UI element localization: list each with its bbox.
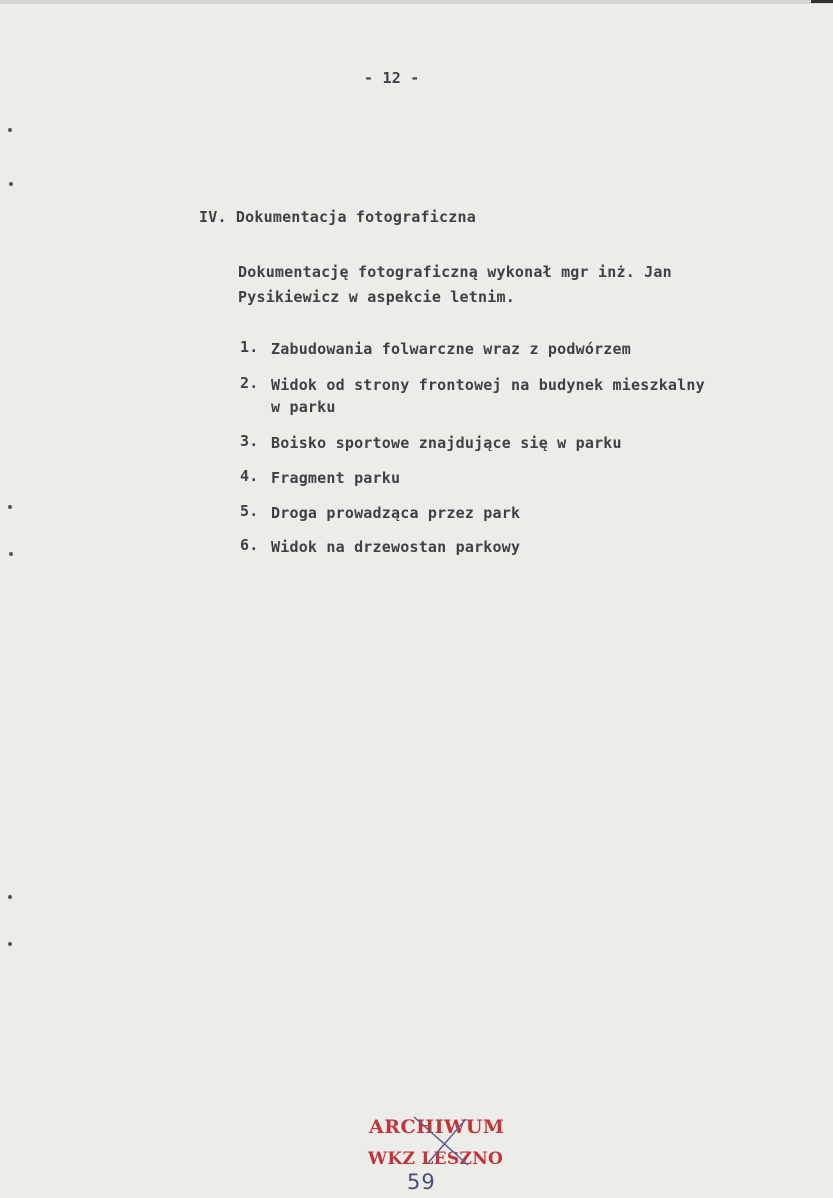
- list-item-number: 2.: [240, 374, 259, 392]
- list-item-line: Fragment parku: [271, 469, 401, 487]
- page-top-edge: [0, 0, 833, 4]
- margin-mark: [8, 505, 12, 509]
- list-item: [240, 536, 705, 558]
- section-heading: IV. Dokumentacja fotograficzna: [199, 208, 476, 226]
- stamp-cross-mark: [406, 1113, 476, 1169]
- margin-mark: [8, 895, 12, 899]
- list-item-number: 3.: [240, 432, 259, 450]
- list-item-text: [271, 467, 400, 489]
- list-item-line: Droga prowadząca przez park: [271, 504, 521, 522]
- list-item-line: Widok na drzewostan parkowy: [271, 538, 521, 556]
- handwritten-folio-number: 59: [407, 1170, 436, 1194]
- list-item: [240, 502, 705, 524]
- margin-mark: [9, 182, 13, 186]
- list-item: [240, 338, 705, 360]
- stamp-line-archiwum: ARCHIWUM: [369, 1116, 505, 1138]
- list-item-number: 5.: [240, 502, 259, 520]
- list-item: [240, 374, 705, 418]
- margin-mark: [8, 942, 12, 946]
- list-item-line: Widok od strony frontowej na budynek mieszkalny: [271, 376, 705, 394]
- list-item-line: Boisko sportowe znajdujące się w parku: [271, 434, 622, 452]
- list-item-text: [271, 502, 520, 524]
- list-item-text: [271, 432, 622, 454]
- intro-paragraph: [238, 260, 672, 310]
- list-item-line: w parku: [271, 398, 336, 416]
- list-item: [240, 467, 705, 489]
- list-item-text: [271, 374, 705, 418]
- corner-mark: [811, 0, 833, 3]
- stamp-line-wkz-leszno: WKZ LESZNO: [368, 1149, 504, 1169]
- list-item-number: 4.: [240, 467, 259, 485]
- photo-list: [240, 338, 705, 558]
- margin-mark: [9, 552, 13, 556]
- intro-line: Dokumentację fotograficzną wykonał mgr inż. Jan: [238, 263, 672, 281]
- list-item-text: [271, 338, 631, 360]
- list-item-number: 6.: [240, 536, 259, 554]
- page-number: - 12 -: [364, 69, 420, 87]
- list-item-number: 1.: [240, 338, 259, 356]
- intro-line: Pysikiewicz w aspekcie letnim.: [238, 288, 515, 306]
- archive-stamp: [366, 1113, 506, 1193]
- list-item-text: [271, 536, 520, 558]
- list-item: [240, 432, 705, 454]
- list-item-line: Zabudowania folwarczne wraz z podwórzem: [271, 340, 631, 358]
- margin-mark: [8, 128, 12, 132]
